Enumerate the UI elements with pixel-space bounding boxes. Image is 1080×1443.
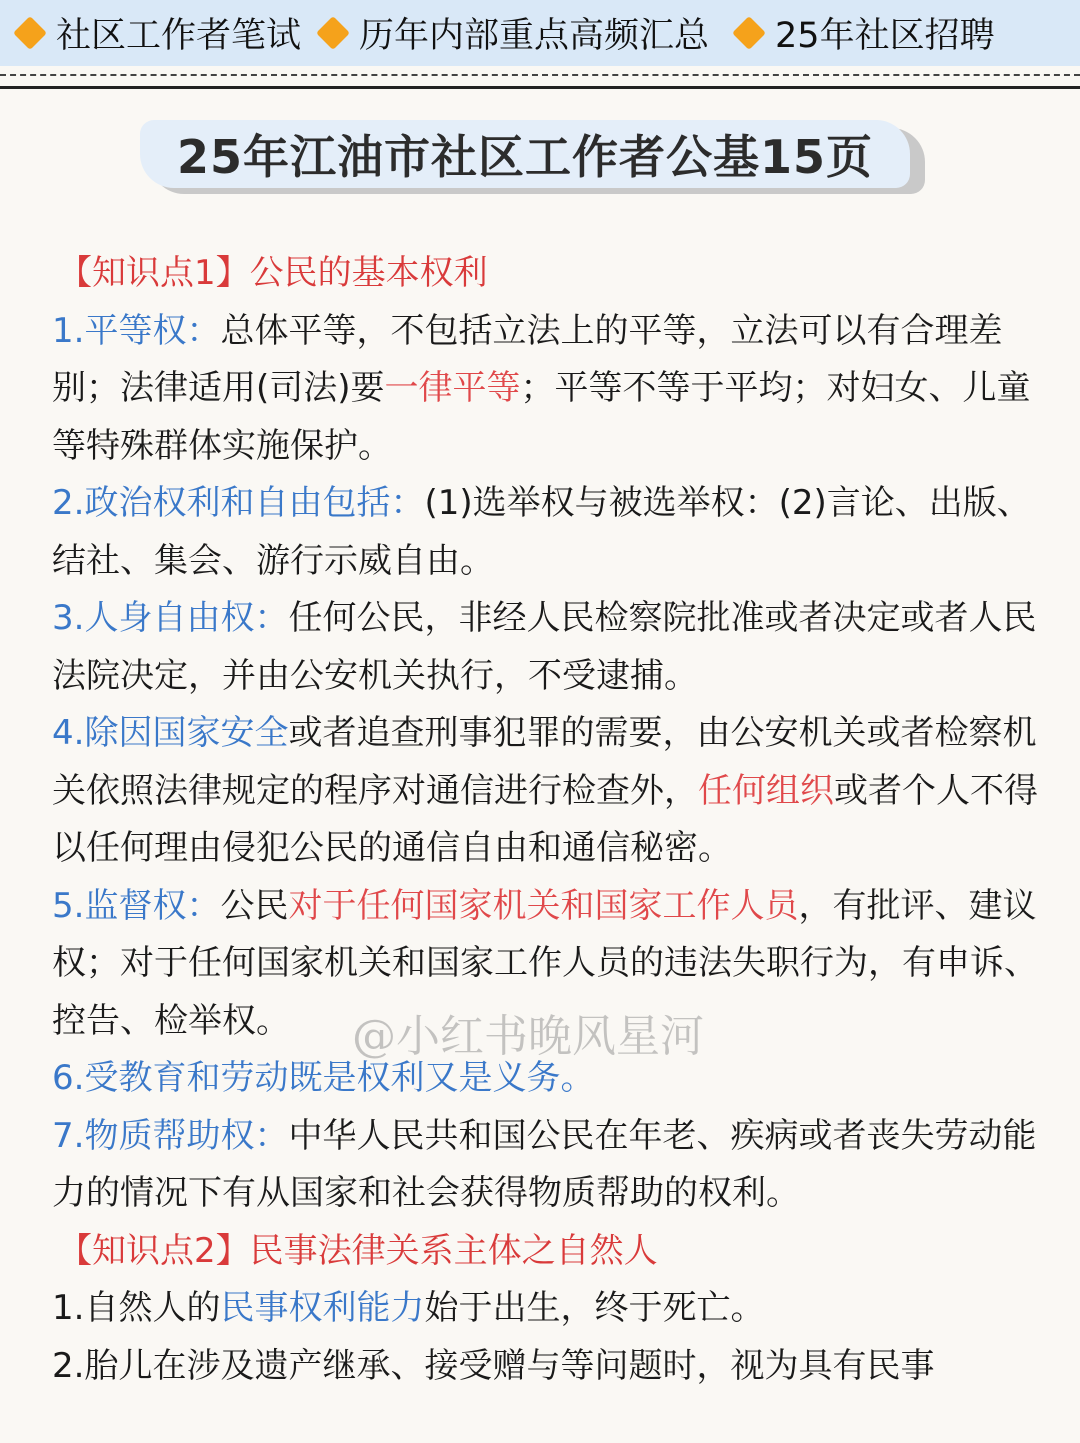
tag-label: 社区工作者笔试 [56,16,302,56]
tag-item [12,8,301,58]
item-text: ，有批评、建议权；对于任何国家机关和国家工作人员的违法失职行为，有申诉、控告、检举权。 [52,885,1038,1041]
right-item-3 [52,590,1042,705]
item-highlight: 民事权利能力 [220,1288,425,1328]
tag-label: 25年社区招聘 [775,16,995,56]
item-text: 任何公民，非经人民检察院批准或者决定或者人民法院决定，并由公安机关执行，不受逮捕。 [52,598,1037,696]
title-banner [140,120,925,194]
right-item-1 [52,303,1042,476]
tag-item [315,8,709,58]
watermark: @小红书晚风星河 [352,1011,704,1062]
tag-item [731,8,995,58]
item-text: 中华人民共和国公民在年老、疾病或者丧失劳动能力的情况下有从国家和社会获得物质帮助的权利。 [52,1115,1037,1213]
item-highlight: 一律平等 [384,368,521,408]
item-label: 2.政治权利和自由包括： [52,483,425,523]
person-item-1 [52,1280,1042,1338]
section-heading-1: 【知识点1】公民的基本权利 [58,253,488,293]
solid-divider [0,86,1080,89]
item-text: 始于出生，终于死亡。 [424,1288,765,1328]
item-label: 3.人身自由权： [52,598,289,638]
item-label: 1.平等权： [52,310,221,351]
item-text: 2.胎儿在涉及遗产继承、接受赠与等问题时，视为具有民事 [52,1345,935,1386]
item-text: 或者个人不得以任何理由侵犯公民的通信自由和通信秘密。 [52,770,1038,868]
item-label: 7.物质帮助权： [52,1115,289,1156]
item-text: ；平等不等于平均；对妇女、儿童等特殊群体实施保护。 [52,368,1031,466]
item-label: 6.受教育和劳动既是权利又是义务。 [52,1058,595,1098]
item-text: (1)选举权与被选举权：(2)言论、出版、结社、集会、游行示威自由。 [52,483,1031,581]
item-text: 公民 [220,885,289,926]
item-label: 5.监督权： [52,885,221,926]
right-item-4 [52,705,1042,878]
tag-label: 历年内部重点高频汇总 [359,16,710,56]
right-item-2 [52,475,1042,590]
section-heading-2: 【知识点2】民事法律关系主体之自然人 [58,1230,658,1271]
document-body [52,245,1042,1395]
dashed-divider [0,74,1080,76]
right-item-7 [52,1108,1042,1223]
item-text: 1.自然人的 [52,1288,221,1328]
item-text: 或者追查刑事犯罪的需要，由公安机关或者检察机关依照法律规定的程序对通信进行检查外， [52,713,1037,811]
page-title: 25年江油市社区工作者公基15页 [140,120,910,188]
item-highlight: 任何组织 [698,770,834,811]
item-highlight: 对于任何国家机关和国家工作人员 [288,885,799,926]
diamond-icon [732,16,766,50]
item-text: 总体平等，不包括立法上的平等，立法可以有合理差别；法律适用(司法)要 [52,310,1003,408]
diamond-icon [316,16,350,50]
person-item-2 [52,1338,1042,1396]
diamond-icon [13,16,47,50]
top-tag-bar [0,0,1080,66]
item-label: 4.除因国家安全 [52,713,289,753]
